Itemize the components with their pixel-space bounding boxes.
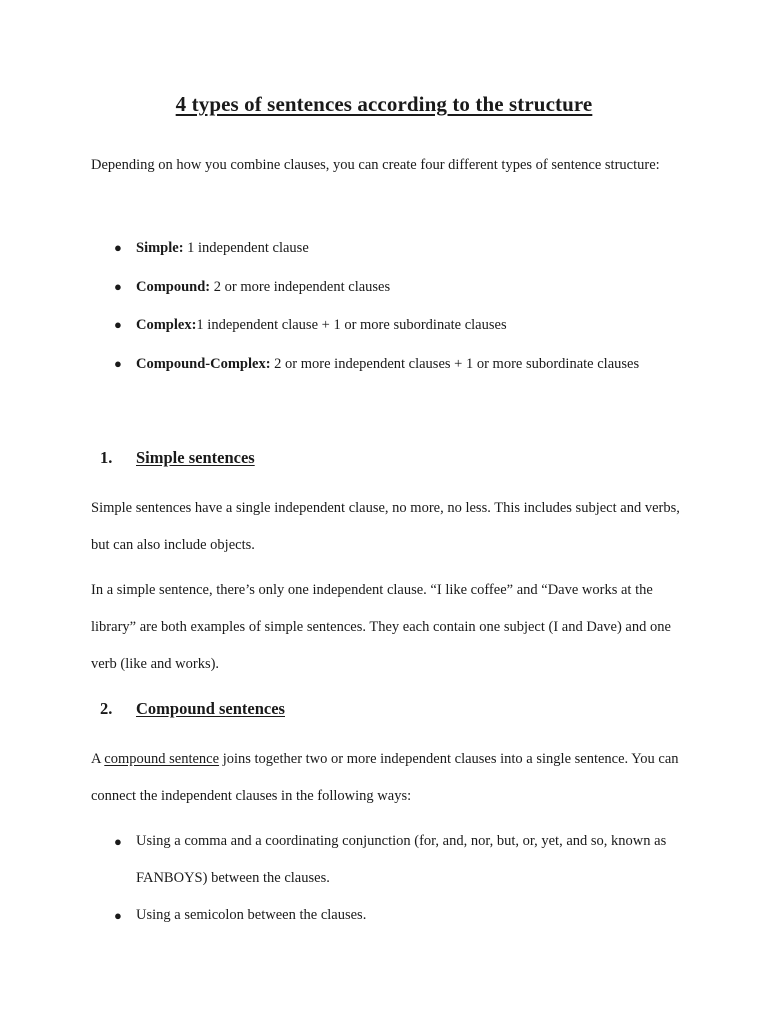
- para-prefix: A: [91, 751, 105, 767]
- type-desc: 1 independent clause: [183, 240, 309, 256]
- bullet-icon: ●: [114, 317, 122, 332]
- bullet-icon: ●: [114, 240, 122, 255]
- bullet-icon: ●: [114, 908, 122, 923]
- section-title: Compound sentences: [136, 699, 285, 718]
- section-heading-compound: [100, 699, 285, 719]
- type-desc: 1 independent clause + 1 or more subordinate clauses: [196, 317, 507, 333]
- list-item-compound: [91, 268, 711, 307]
- type-term: Simple:: [136, 240, 184, 256]
- section-title: Simple sentences: [136, 448, 255, 467]
- compound-paragraph: [91, 741, 691, 815]
- type-desc: 2 or more independent clauses + 1 or more subordinate clauses: [270, 355, 640, 372]
- document-title: 4 types of sentences according to the structure: [175, 92, 593, 116]
- bullet-icon: ●: [114, 278, 122, 294]
- simple-paragraph-1: Simple sentences have a single independent clause, no more, no less. This includes subject and verbs, but can also include objects.: [91, 500, 680, 553]
- section-number: 1.: [100, 448, 113, 467]
- list-item-comma-conjunction: [91, 823, 711, 897]
- list-item-semicolon: [91, 897, 711, 934]
- para-suffix: joins together two or more independent clauses into a single sentence. You can connect the independent clauses in the following ways:: [91, 751, 679, 804]
- type-term: Compound-Complex:: [136, 355, 271, 372]
- list-item-text: Using a comma and a coordinating conjunction (for, and, nor, but, or, yet, and so, known as FANBOYS) between the clauses.: [136, 833, 667, 886]
- type-term: Complex:: [136, 317, 197, 333]
- intro-paragraph: Depending on how you combine clauses, you can create four different types of sentence structure:: [91, 157, 660, 173]
- simple-paragraph-2: In a simple sentence, there’s only one independent clause. “I like coffee” and “Dave works at the library” are both examples of simple sentences. They each contain one subject (I and Dave) and one verb (like and works).: [91, 582, 671, 672]
- bullet-icon: ●: [114, 834, 122, 849]
- type-term: Compound:: [136, 278, 211, 295]
- compound-methods-list: [91, 823, 711, 934]
- sentence-types-list: [91, 229, 711, 383]
- section-heading-simple: [100, 448, 255, 468]
- type-desc: 2 or more independent clauses: [210, 278, 391, 295]
- list-item-simple: [91, 229, 711, 268]
- bullet-icon: ●: [114, 355, 122, 371]
- list-item-complex: [91, 306, 711, 345]
- compound-sentence-link[interactable]: compound sentence: [104, 751, 220, 767]
- list-item-compound-complex: [91, 345, 711, 384]
- section-number: 2.: [100, 699, 113, 718]
- list-item-text: Using a semicolon between the clauses.: [136, 907, 367, 923]
